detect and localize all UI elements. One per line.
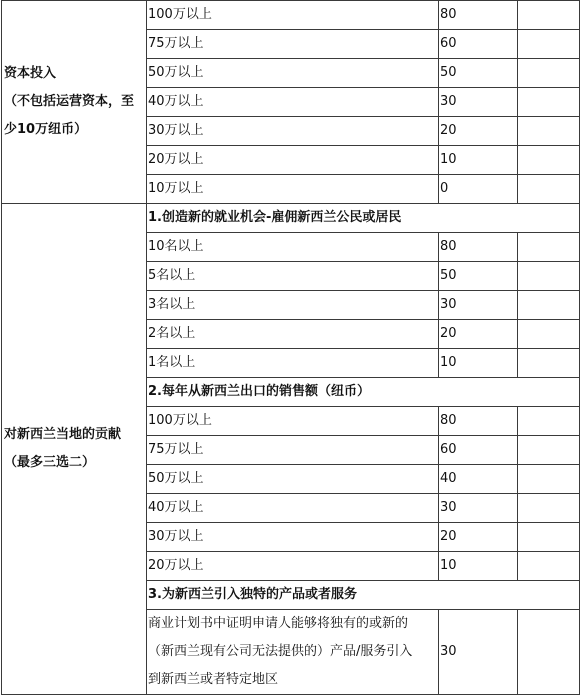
row-points: 40 [439,465,518,494]
empty-cell [518,233,580,262]
empty-cell [518,175,580,204]
row-label: 1名以上 [147,349,439,378]
table-row [2,204,580,233]
empty-cell [518,59,580,88]
category-capital-note: （不包括运营资本，至 [4,94,135,109]
row-label: 40万以上 [147,494,439,523]
row-points: 50 [439,262,518,291]
empty-cell [518,291,580,320]
empty-cell [518,30,580,59]
empty-cell [518,610,580,695]
row-points: 0 [439,175,518,204]
unique-description [147,610,439,695]
row-label: 75万以上 [147,436,439,465]
row-points: 30 [439,291,518,320]
empty-cell [518,117,580,146]
row-points: 30 [439,88,518,117]
section-header-exports: 2.每年从新西兰出口的销售额（纽币） [147,378,580,407]
category-contribution [2,204,147,695]
row-points: 60 [439,30,518,59]
row-label: 30万以上 [147,117,439,146]
category-capital-title: 资本投入 [4,66,57,81]
row-points: 20 [439,320,518,349]
row-points: 30 [439,610,518,695]
section-header-unique: 3.为新西兰引入独特的产品或者服务 [147,581,580,610]
row-label: 5名以上 [147,262,439,291]
row-points: 80 [439,1,518,30]
row-label: 20万以上 [147,552,439,581]
empty-cell [518,88,580,117]
category-contribution-title: 对新西兰当地的贡献 [4,427,122,442]
row-points: 20 [439,117,518,146]
row-label: 100万以上 [147,1,439,30]
empty-cell [518,465,580,494]
row-points: 80 [439,233,518,262]
row-points: 50 [439,59,518,88]
empty-cell [518,494,580,523]
row-points: 80 [439,407,518,436]
empty-cell [518,407,580,436]
empty-cell [518,349,580,378]
unique-description-line: 到新西兰或者特定地区 [148,672,279,687]
empty-cell [518,1,580,30]
empty-cell [518,262,580,291]
row-points: 10 [439,146,518,175]
row-label: 100万以上 [147,407,439,436]
row-points: 60 [439,436,518,465]
empty-cell [518,146,580,175]
empty-cell [518,552,580,581]
points-table [1,0,580,695]
section-header-jobs: 1.创造新的就业机会-雇佣新西兰公民或居民 [147,204,580,233]
row-label: 50万以上 [147,59,439,88]
row-label: 50万以上 [147,465,439,494]
row-points: 10 [439,349,518,378]
row-points: 30 [439,494,518,523]
row-label: 10万以上 [147,175,439,204]
row-label: 20万以上 [147,146,439,175]
row-label: 10名以上 [147,233,439,262]
category-contribution-note: （最多三选二） [4,455,96,470]
table-row [2,1,580,30]
category-capital [2,1,147,204]
empty-cell [518,320,580,349]
row-label: 40万以上 [147,88,439,117]
row-label: 3名以上 [147,291,439,320]
unique-description-line: 商业计划书中证明申请人能够将独有的或新的 [148,616,409,631]
unique-description-line: （新西兰现有公司无法提供的）产品/服务引入 [148,644,413,659]
row-points: 20 [439,523,518,552]
row-label: 2名以上 [147,320,439,349]
row-label: 30万以上 [147,523,439,552]
empty-cell [518,523,580,552]
empty-cell [518,436,580,465]
row-label: 75万以上 [147,30,439,59]
row-points: 10 [439,552,518,581]
category-capital-note-cont: 少10万纽币） [4,122,88,137]
